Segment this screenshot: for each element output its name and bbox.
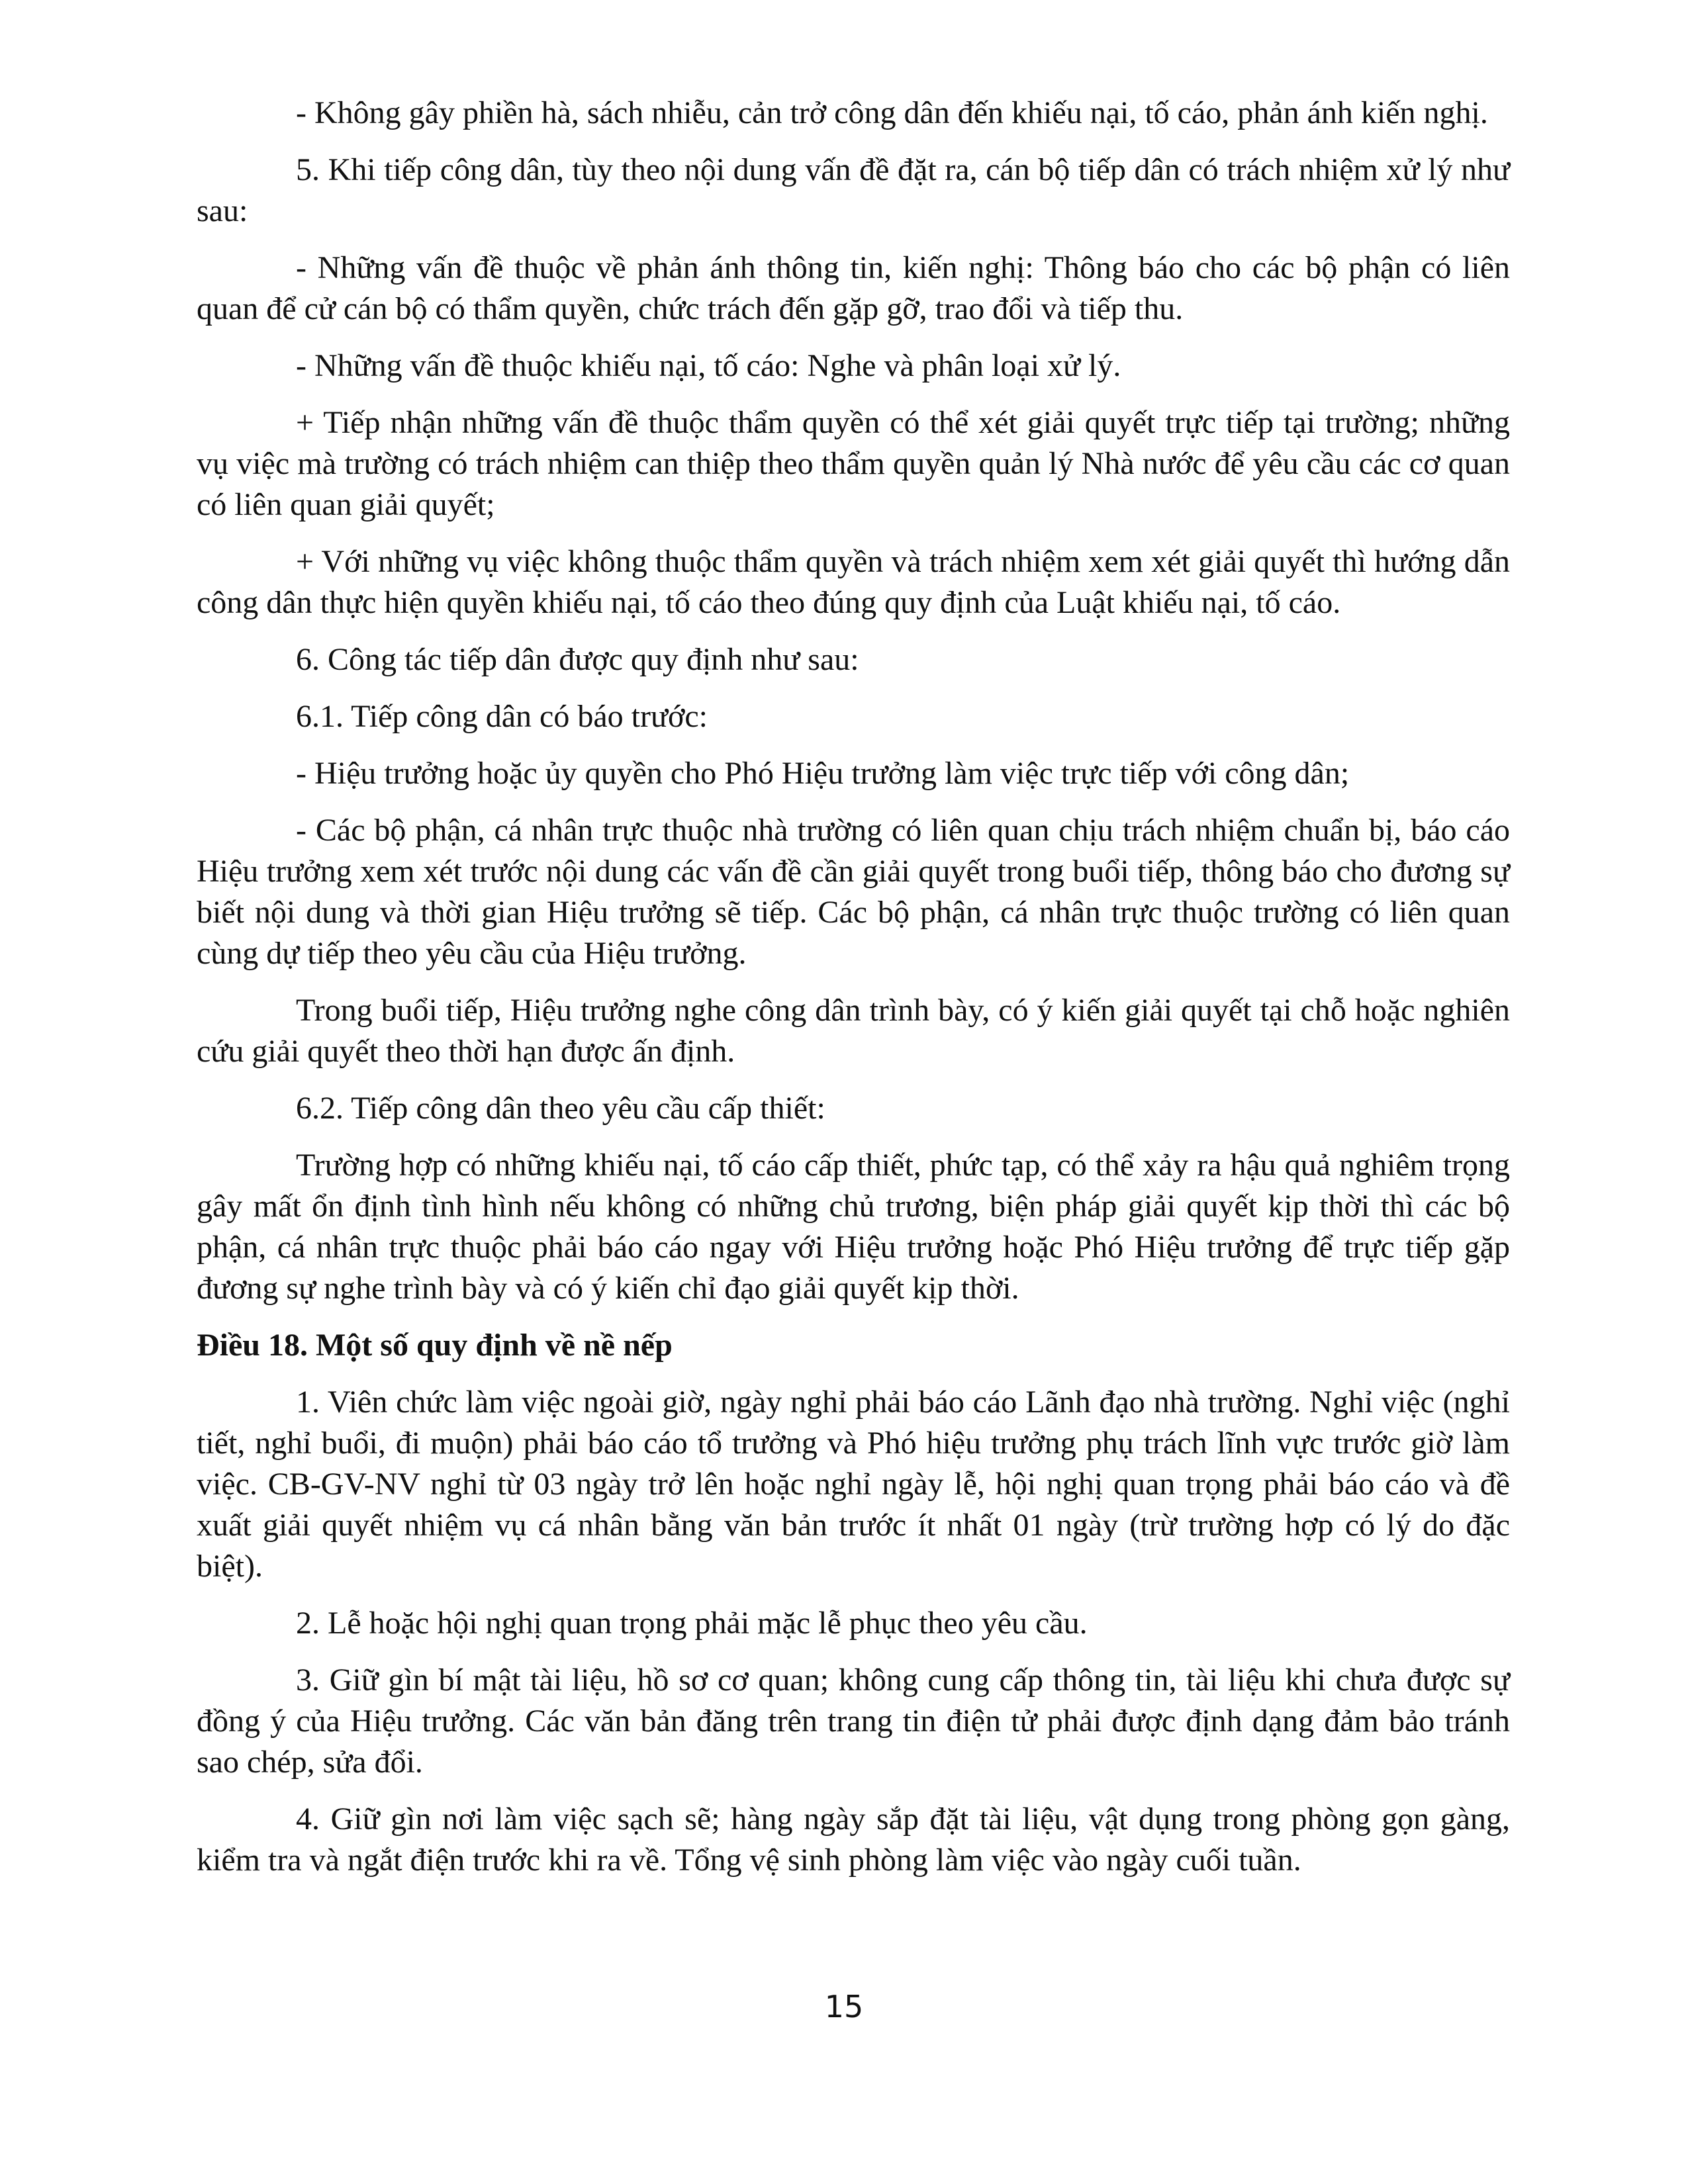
paragraph: 6. Công tác tiếp dân được quy định như sau: <box>296 642 859 677</box>
paragraph: Trường hợp có những khiếu nại, tố cáo cấp thiết, phức tạp, có thể xảy ra hậu quả nghiêm trọng gây mất ổn định tình hình nếu không có những chủ trương, biện pháp giải quyết kịp thời thì các bộ phận, cá nhân trực thuộc phải báo cáo ngay với Hiệu trưởng hoặc Phó Hiệu trưởng để trực tiếp gặp đương sự nghe trình bày và có ý kiến chỉ đạo giải quyết kịp thời. <box>197 1148 1510 1306</box>
document-page <box>197 93 1510 1897</box>
paragraph: - Các bộ phận, cá nhân trực thuộc nhà trường có liên quan chịu trách nhiệm chuẩn bị, báo cáo Hiệu trưởng xem xét trước nội dung các vấn đề cần giải quyết trong buổi tiếp, thông báo cho đương sự biết nội dung và thời gian Hiệu trưởng sẽ tiếp. Các bộ phận, cá nhân trực thuộc trường có liên quan cùng dự tiếp theo yêu cầu của Hiệu trưởng. <box>197 813 1510 971</box>
paragraph: - Những vấn đề thuộc về phản ánh thông tin, kiến nghị: Thông báo cho các bộ phận có liên quan để cử cán bộ có thẩm quyền, chức trách đến gặp gỡ, trao đổi và tiếp thu. <box>197 250 1510 326</box>
paragraph: Trong buổi tiếp, Hiệu trưởng nghe công dân trình bày, có ý kiến giải quyết tại chỗ hoặc nghiên cứu giải quyết theo thời hạn được ấn định. <box>197 993 1510 1069</box>
page-number: 15 <box>824 1989 864 2025</box>
article-heading: Điều 18. Một số quy định về nề nếp <box>197 1328 673 1363</box>
paragraph: 3. Giữ gìn bí mật tài liệu, hồ sơ cơ quan; không cung cấp thông tin, tài liệu khi chưa được sự đồng ý của Hiệu trưởng. Các văn bản đăng trên trang tin điện tử phải được định dạng đảm bảo tránh sao chép, sửa đổi. <box>197 1662 1510 1780</box>
paragraph: 2. Lễ hoặc hội nghị quan trọng phải mặc lễ phục theo yêu cầu. <box>296 1606 1088 1641</box>
paragraph: 6.1. Tiếp công dân có báo trước: <box>296 699 708 734</box>
paragraph: 4. Giữ gìn nơi làm việc sạch sẽ; hàng ngày sắp đặt tài liệu, vật dụng trong phòng gọn gàng, kiểm tra và ngắt điện trước khi ra về. Tổng vệ sinh phòng làm việc vào ngày cuối tuần. <box>197 1801 1510 1878</box>
paragraph: 1. Viên chức làm việc ngoài giờ, ngày nghỉ phải báo cáo Lãnh đạo nhà trường. Nghỉ việc (nghỉ tiết, nghỉ buổi, đi muộn) phải báo cáo tổ trưởng và Phó hiệu trưởng phụ trách lĩnh vực trước giờ làm việc. CB-GV-NV nghỉ từ 03 ngày trở lên hoặc nghỉ ngày lễ, hội nghị quan trọng phải báo cáo và đề xuất giải quyết nhiệm vụ cá nhân bằng văn bản trước ít nhất 01 ngày (trừ trường hợp có lý do đặc biệt). <box>197 1385 1510 1584</box>
paragraph: + Với những vụ việc không thuộc thẩm quyền và trách nhiệm xem xét giải quyết thì hướng dẫn công dân thực hiện quyền khiếu nại, tố cáo theo đúng quy định của Luật khiếu nại, tố cáo. <box>197 544 1510 620</box>
paragraph: - Không gây phiền hà, sách nhiễu, cản trở công dân đến khiếu nại, tố cáo, phản ánh kiến nghị. <box>296 95 1488 130</box>
paragraph: 5. Khi tiếp công dân, tùy theo nội dung vấn đề đặt ra, cán bộ tiếp dân có trách nhiệm xử lý như sau: <box>197 152 1510 228</box>
paragraph: + Tiếp nhận những vấn đề thuộc thẩm quyền có thể xét giải quyết trực tiếp tại trường; những vụ việc mà trường có trách nhiệm can thiệp theo thẩm quyền quản lý Nhà nước để yêu cầu các cơ quan có liên quan giải quyết; <box>197 405 1510 522</box>
paragraph: - Những vấn đề thuộc khiếu nại, tố cáo: Nghe và phân loại xử lý. <box>296 348 1121 383</box>
paragraph: 6.2. Tiếp công dân theo yêu cầu cấp thiết: <box>296 1091 825 1126</box>
paragraph: - Hiệu trưởng hoặc ủy quyền cho Phó Hiệu trưởng làm việc trực tiếp với công dân; <box>296 756 1350 791</box>
